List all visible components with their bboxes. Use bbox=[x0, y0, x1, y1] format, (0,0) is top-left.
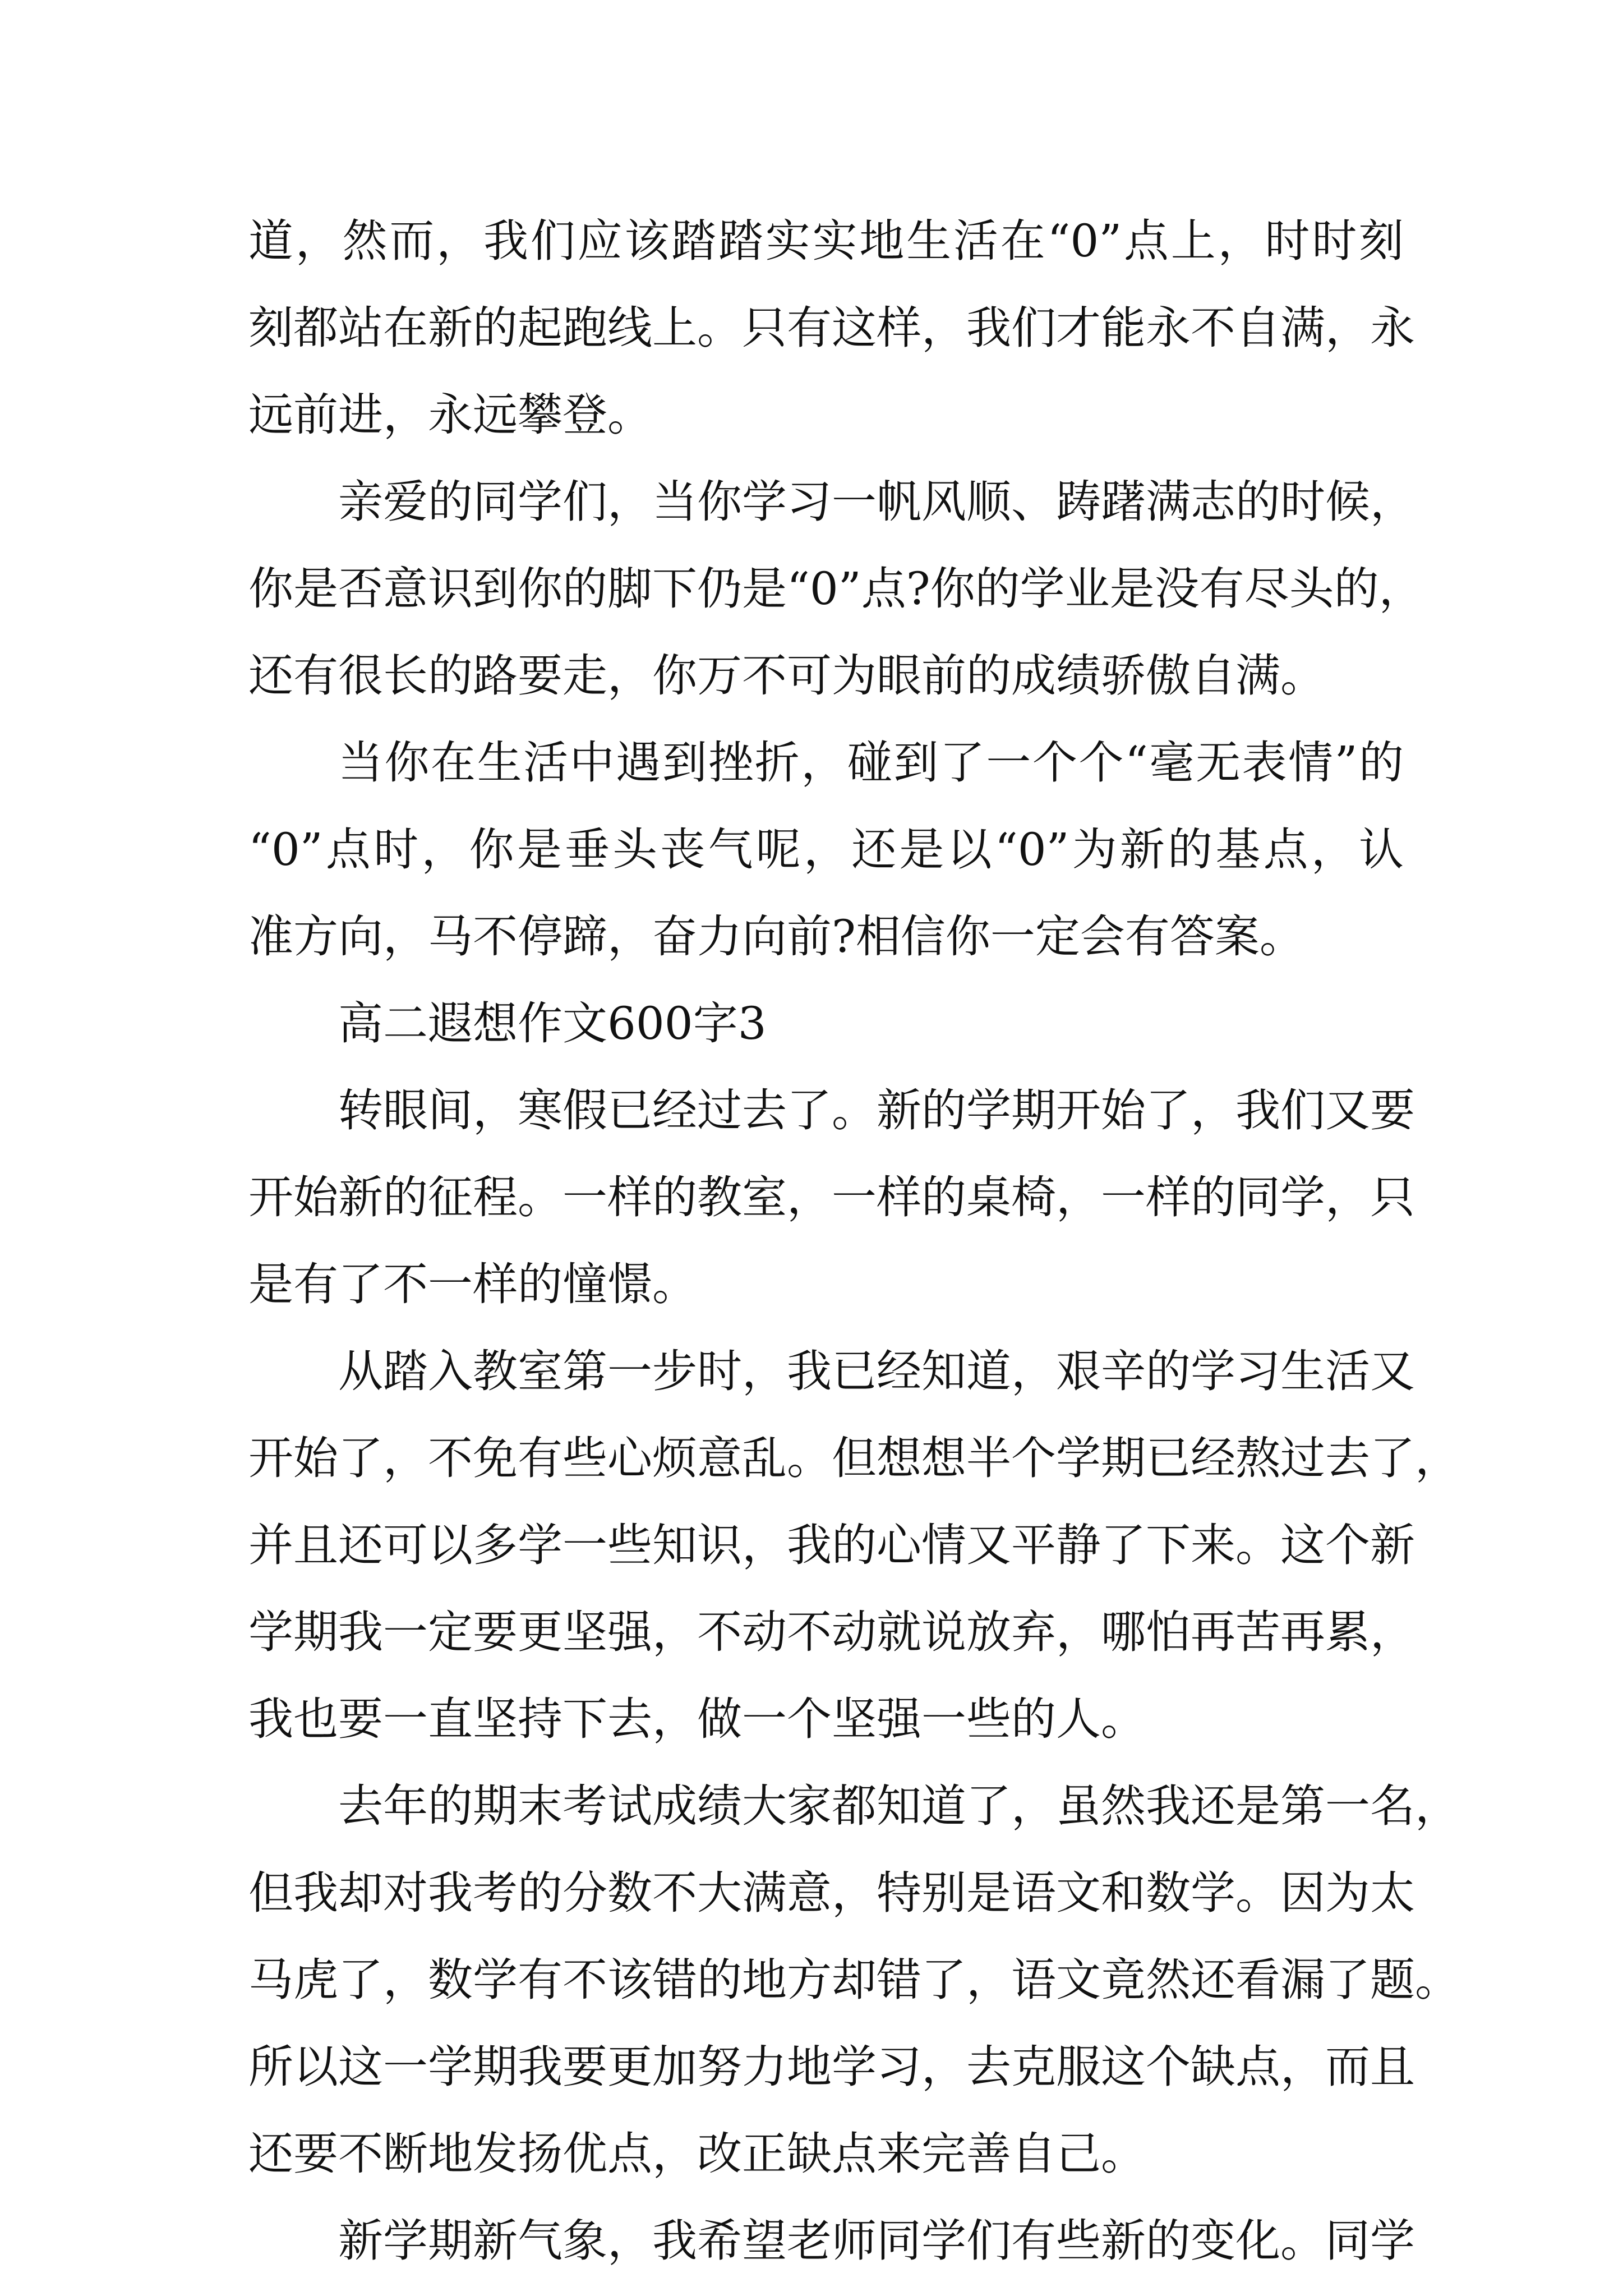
paragraph-first-line: 从踏入教室第一步时，我已经知道，艰辛的学习生活又 bbox=[338, 1345, 1415, 1397]
text-line: 刻都站在新的起跑线上。只有这样，我们才能永不自满，永 bbox=[248, 302, 1415, 354]
paragraph-first-line: 新学期新气象，我希望老师同学们有些新的变化。同学 bbox=[338, 2215, 1415, 2267]
text-line: 准方向，马不停蹄，奋力向前?相信你一定会有答案。 bbox=[248, 910, 1304, 963]
text-line: 还要不断地发扬优点，改正缺点来完善自己。 bbox=[248, 2128, 1146, 2180]
text-line: 但我却对我考的分数不大满意，特别是语文和数学。因为太 bbox=[248, 1867, 1415, 1919]
text-line: 远前进，永远攀登。 bbox=[248, 389, 652, 441]
text-line: 开始了，不免有些心烦意乱。但想想半个学期已经熬过去了， bbox=[248, 1432, 1460, 1484]
text-line: 学期我一定要更坚强，不动不动就说放弃，哪怕再苦再累， bbox=[248, 1606, 1415, 1658]
text-line: 是有了不一样的憧憬。 bbox=[248, 1258, 697, 1310]
paragraph-first-line: 当你在生活中遇到挫折，碰到了一个个“毫无表情”的 bbox=[338, 737, 1404, 789]
paragraph-first-line: 亲爱的同学们，当你学习一帆风顺、踌躇满志的时候， bbox=[338, 476, 1415, 528]
paragraph-first-line: 转眼间，寒假已经过去了。新的学期开始了，我们又要 bbox=[338, 1084, 1415, 1137]
essay-body bbox=[248, 197, 1460, 2284]
section-heading: 高二遐想作文600字3 bbox=[338, 997, 767, 1050]
text-line: 还有很长的路要走，你万不可为眼前的成绩骄傲自满。 bbox=[248, 650, 1325, 702]
text-line: 道，然而，我们应该踏踏实实地生活在“0”点上，时时刻 bbox=[248, 215, 1404, 267]
paragraph-first-line: 去年的期末考试成绩大家都知道了，虽然我还是第一名， bbox=[338, 1780, 1460, 1832]
text-line: 你是否意识到你的脚下仍是“0”点?你的学业是没有尽头的， bbox=[248, 563, 1424, 615]
text-line: 马虎了，数学有不该错的地方却错了，语文竟然还看漏了题。 bbox=[248, 1954, 1460, 2006]
text-line: 我也要一直坚持下去，做一个坚强一些的人。 bbox=[248, 1693, 1146, 1745]
text-line: 开始新的征程。一样的教室，一样的桌椅，一样的同学，只 bbox=[248, 1171, 1415, 1223]
text-line: 所以这一学期我要更加努力地学习，去克服这个缺点，而且 bbox=[248, 2041, 1415, 2093]
text-line: 并且还可以多学一些知识，我的心情又平静了下来。这个新 bbox=[248, 1519, 1415, 1571]
text-line: “0”点时，你是垂头丧气呢，还是以“0”为新的基点，认 bbox=[248, 823, 1404, 876]
